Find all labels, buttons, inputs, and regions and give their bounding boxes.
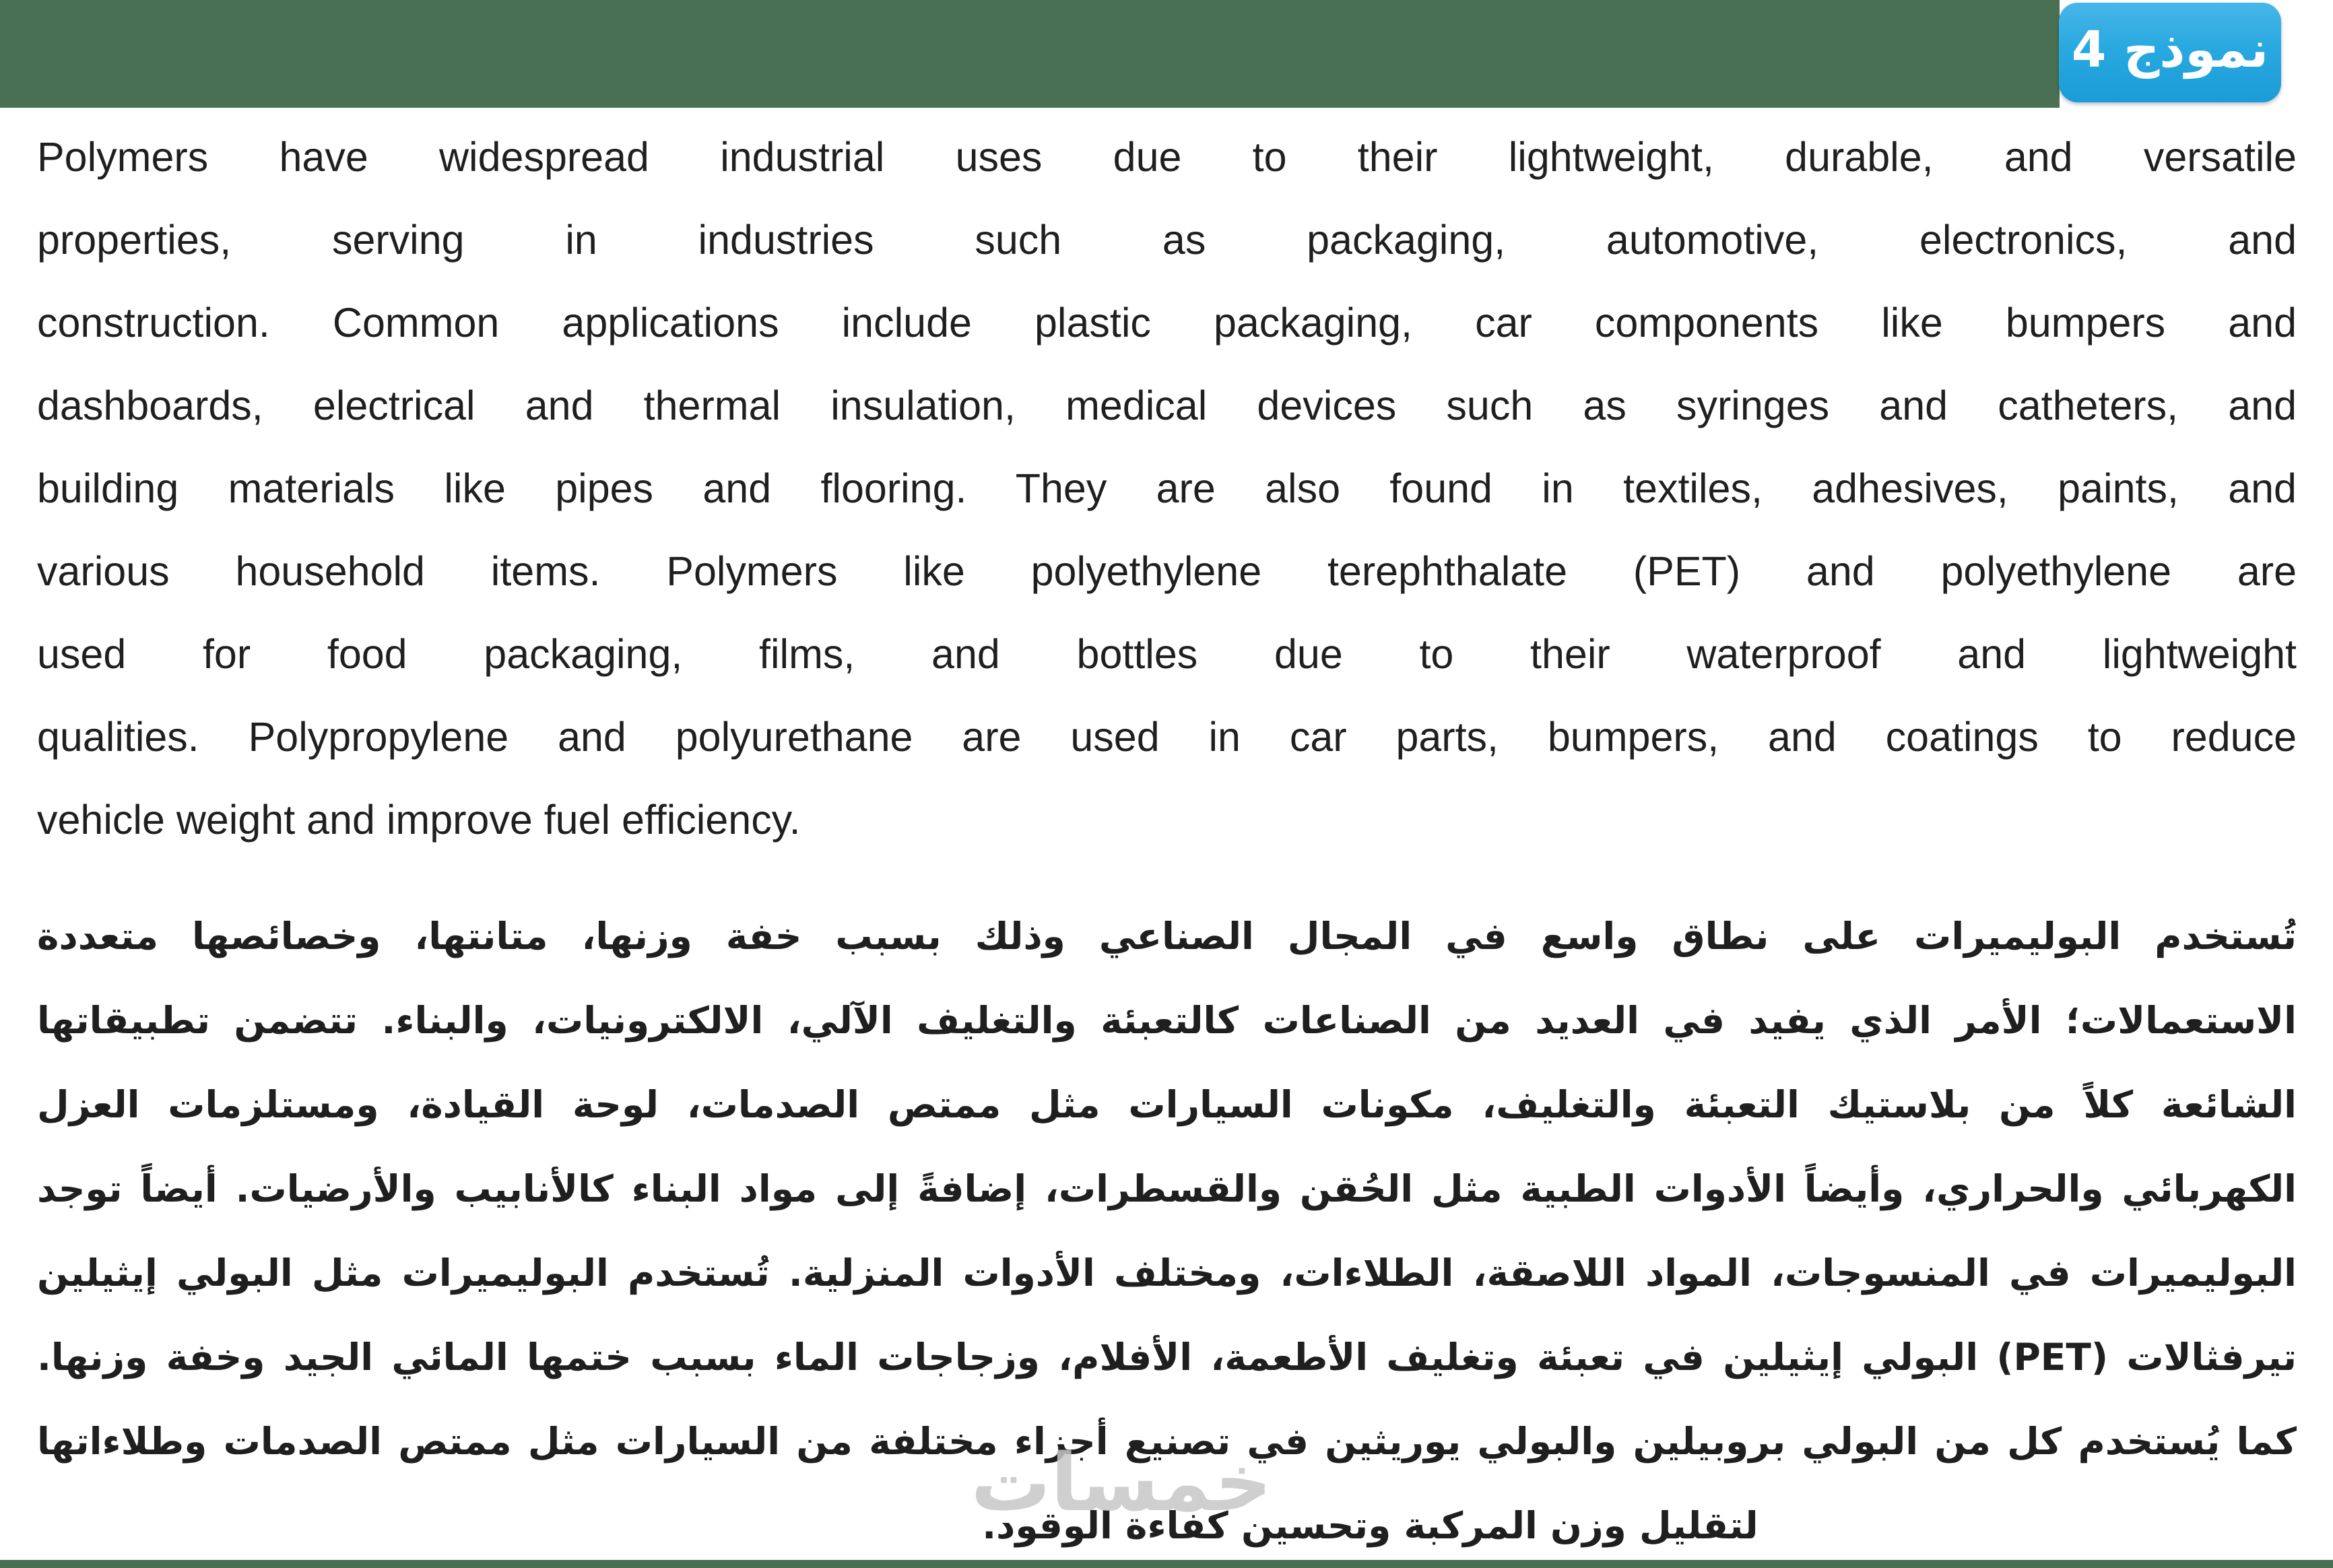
text-line: الكهربائي والحراري، وأيضاً الأدوات الطبية مثل الحُقن والقسطرات، إضافةً إلى مواد البناء كالأنابيب والأرضيات. أيضاً توجد [37,1167,2297,1210]
english-paragraph [37,116,2297,861]
text-line: البوليميرات في المنسوجات، المواد اللاصقة، الطلاءات، ومختلف الأدوات المنزلية. تُستخدم البوليميرات مثل البولي إيثيلين [37,1251,2297,1295]
text-line: تيرفثالات (PET) البولي إيثيلين في تعبئة وتغليف الأطعمة، الأفلام، وزجاجات الماء بسبب ختمها المائي الجيد وخفة وزنها. [37,1336,2297,1379]
text-line: used for food packaging, films, and bottles due to their waterproof and lightweight [37,631,2297,677]
text-line: كما يُستخدم كل من البولي بروبيلين والبولي يوريثين في تصنيع أجزاء مختلفة من السيارات مثل ممتص الصدمات وطلاءاتها [37,1420,2297,1463]
text-line: الاستعمالات؛ الأمر الذي يفيد في العديد من الصناعات كالتعبئة والتغليف الآلي، الالكترونيات، والبناء. تتضمن تطبيقاتها [37,999,2297,1042]
bottom-green-band [0,1560,2333,1568]
text-line: various household items. Polymers like polyethylene terephthalate (PET) and polyethylene are [37,548,2297,594]
text-line: construction. Common applications include plastic packaging, car components like bumpers and [37,300,2297,346]
text-line: vehicle weight and improve fuel efficiency. [37,797,801,843]
paragraph-gap [37,861,2297,894]
slide-body [37,116,2297,1568]
khamsat-watermark: خمسات [971,1436,1272,1529]
text-line: building materials like pipes and flooring. They are also found in textiles, adhesives, paints, and [37,465,2297,511]
text-line: الشائعة كلاً من بلاستيك التعبئة والتغليف، مكونات السيارات مثل ممتص الصدمات، لوحة القيادة، ومستلزمات العزل [37,1083,2297,1126]
text-line: لتقليل وزن المركبة وتحسين كفاءة الوقود. [982,1504,1759,1547]
text-line: Polymers have widespread industrial uses due to their lightweight, durable, and versatile [37,134,2297,180]
text-line: properties, serving in industries such as packaging, automotive, electronics, and [37,217,2297,263]
arabic-paragraph [37,894,2297,1568]
text-line: تُستخدم البوليميرات على نطاق واسع في المجال الصناعي وذلك بسبب خفة وزنها، متانتها، وخصائصها متعددة [37,915,2297,958]
model-badge [2059,3,2281,102]
text-line: dashboards, electrical and thermal insulation, medical devices such as syringes and catheters, and [37,383,2297,428]
top-green-band [0,0,2060,108]
model-badge-label: نموذج 4 [2071,21,2269,79]
text-line: qualities. Polypropylene and polyurethane are used in car parts, bumpers, and coatings to reduce [37,714,2297,760]
